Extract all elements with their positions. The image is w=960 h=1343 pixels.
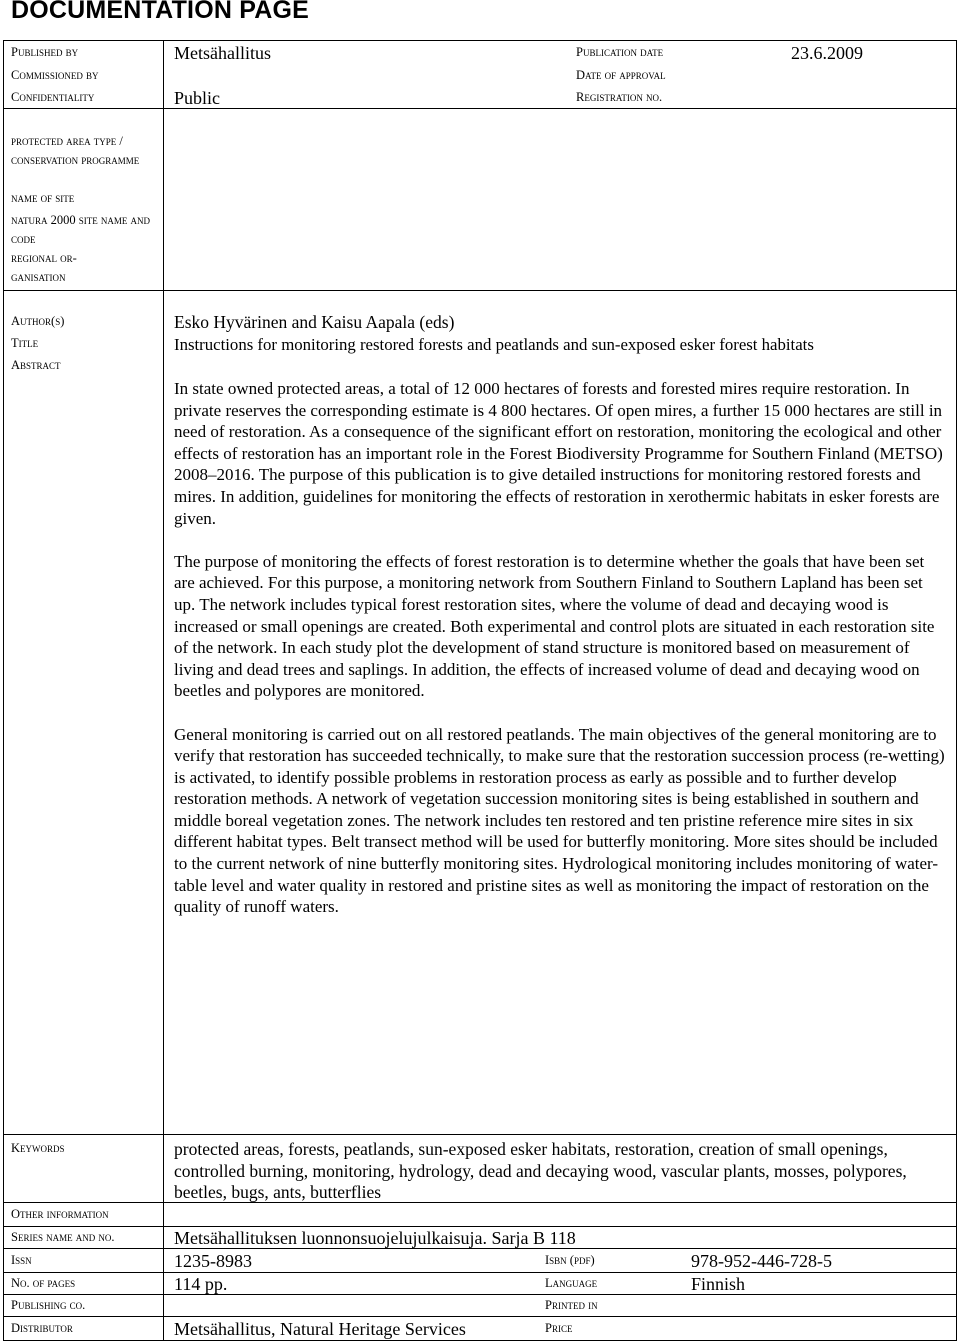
commissioned-by-label: Commissioned by xyxy=(11,68,99,82)
confidentiality-value: Public xyxy=(174,88,221,108)
series-label: Series name and no. xyxy=(11,1230,115,1244)
publication-date-value: 23.6.2009 xyxy=(791,43,863,63)
isbn-label: isbn (pdf) xyxy=(545,1253,595,1267)
rule-bottom xyxy=(3,1340,957,1341)
rule-after-site xyxy=(3,290,957,291)
abstract-paragraph: The purpose of monitoring the effects of forest restoration is to determine whether the goals that have been set are achieved. For this purpose, a monitoring network from Southern Finland to Southern Lapland has been set up. The network includes typical forest restoration sites, where the volume of dead and decaying wood is increased or small openings are created. Both experimental and control plots are situated in each restoration site of the network. In each study plot the development of stand structure is monitored based on measurement of living and dead trees and saplings. In addition, the effects of increased volume of dead and decaying wood on beetles and polypores are monitored. xyxy=(174,551,935,701)
border-left xyxy=(3,40,4,1340)
abstract-body xyxy=(174,378,946,939)
published-by-label: Published by xyxy=(11,45,79,59)
series-value: Metsähallituksen luonnonsuojelujulkaisuja. Sarja B 118 xyxy=(174,1228,576,1248)
confidentiality-label: Confidentiality xyxy=(11,90,95,104)
language-label: language xyxy=(545,1276,598,1290)
other-information-label: Other information xyxy=(11,1207,109,1221)
rule-before-publishing xyxy=(3,1294,957,1295)
abstract-paragraph: General monitoring is carried out on all restored peatlands. The main objectives of the general monitoring are to verify that restoration has succeeded technically, to make sure that the restoration succession process (re-wetting) is activated, to identify possible problems in restoration process as early as possible and to further develop restoration methods. A network of vegetation succession monitoring sites is being established in southern and middle boreal vegetation zones. The network includes ten restored and ten pristine reference mire sites in six different habitat types. Belt transect method will be used for butterfly monitoring. More sites should be included to the current network of nine butterfly monitoring sites. Hydrological monitoring includes monitoring of water-table level and water quality in restored and pristine sites as well as monitoring the impact of restoration on the quality of runoff waters. xyxy=(174,724,945,917)
isbn-value: 978-952-446-728-5 xyxy=(691,1251,832,1271)
registration-no-label: registration no. xyxy=(576,90,663,104)
title-value: Instructions for monitoring restored forests and peatlands and sun-exposed esker forest habitats xyxy=(174,335,814,354)
authors-value: Esko Hyvärinen and Kaisu Aapala (eds) xyxy=(174,312,455,332)
rule-before-distributor xyxy=(3,1316,957,1317)
authors-label: Author(s) xyxy=(11,314,65,328)
rule-top xyxy=(3,40,957,41)
price-label: price xyxy=(545,1321,573,1335)
issn-label: Issn xyxy=(11,1253,32,1267)
date-of-approval-label: date of approval xyxy=(576,68,666,82)
natura-label: natura 2000 site name and code xyxy=(11,213,150,246)
published-by-value: Metsähallitus xyxy=(174,43,271,63)
distributor-label: Distributor xyxy=(11,1321,73,1335)
language-value: Finnish xyxy=(691,1274,746,1294)
keywords-value: protected areas, forests, peatlands, sun-exposed esker habitats, restoration, creation of small openings, controlled burning, monitoring, hydrology, dead and decaying wood, vascular plants, mosses, polypores, beetles, bugs, ants, butterflies xyxy=(174,1139,907,1202)
border-right xyxy=(956,40,957,1340)
title-label: Title xyxy=(11,336,39,350)
rule-after-meta xyxy=(3,108,957,109)
pages-value: 114 pp. xyxy=(174,1274,228,1294)
pages-label: No. of pages xyxy=(11,1276,76,1290)
publishing-co-label: Publishing co. xyxy=(11,1298,86,1312)
name-of-site-label: name of site xyxy=(11,191,75,205)
rule-before-pages xyxy=(3,1272,957,1273)
keywords-label: Keywords xyxy=(11,1141,65,1155)
label-column-divider xyxy=(163,40,164,1340)
protected-area-label: protected area type / conservation programme xyxy=(11,134,140,167)
issn-value: 1235-8983 xyxy=(174,1251,252,1271)
rule-before-keywords xyxy=(3,1134,957,1135)
distributor-value: Metsähallitus, Natural Heritage Services xyxy=(174,1319,466,1339)
printed-in-label: printed in xyxy=(545,1298,598,1312)
publication-date-label: publication date xyxy=(576,45,664,59)
abstract-label: Abstract xyxy=(11,358,61,372)
page-title: DOCUMENTATION PAGE xyxy=(11,0,310,24)
abstract-paragraph: In state owned protected areas, a total of 12 000 hectares of forests and forested mires require restoration. In private reserves the corresponding estimate is 4 800 hectares. Of open mires, a further 15 000 hectares are still in need of restoration. As a consequence of the significant effort on restoration, monitoring the ecological and other effects of restoration has an important role in the Forest Biodiversity Programme for Southern Finland (METSO) 2008–2016. The purpose of this publication is to give detailed instructions for monitoring restored forests and mires. In addition, guidelines for monitoring the effects of restoration in xerothermic habitats in esker forests are given. xyxy=(174,379,943,528)
regional-organisation-label: regional or-ganisation xyxy=(11,251,77,284)
